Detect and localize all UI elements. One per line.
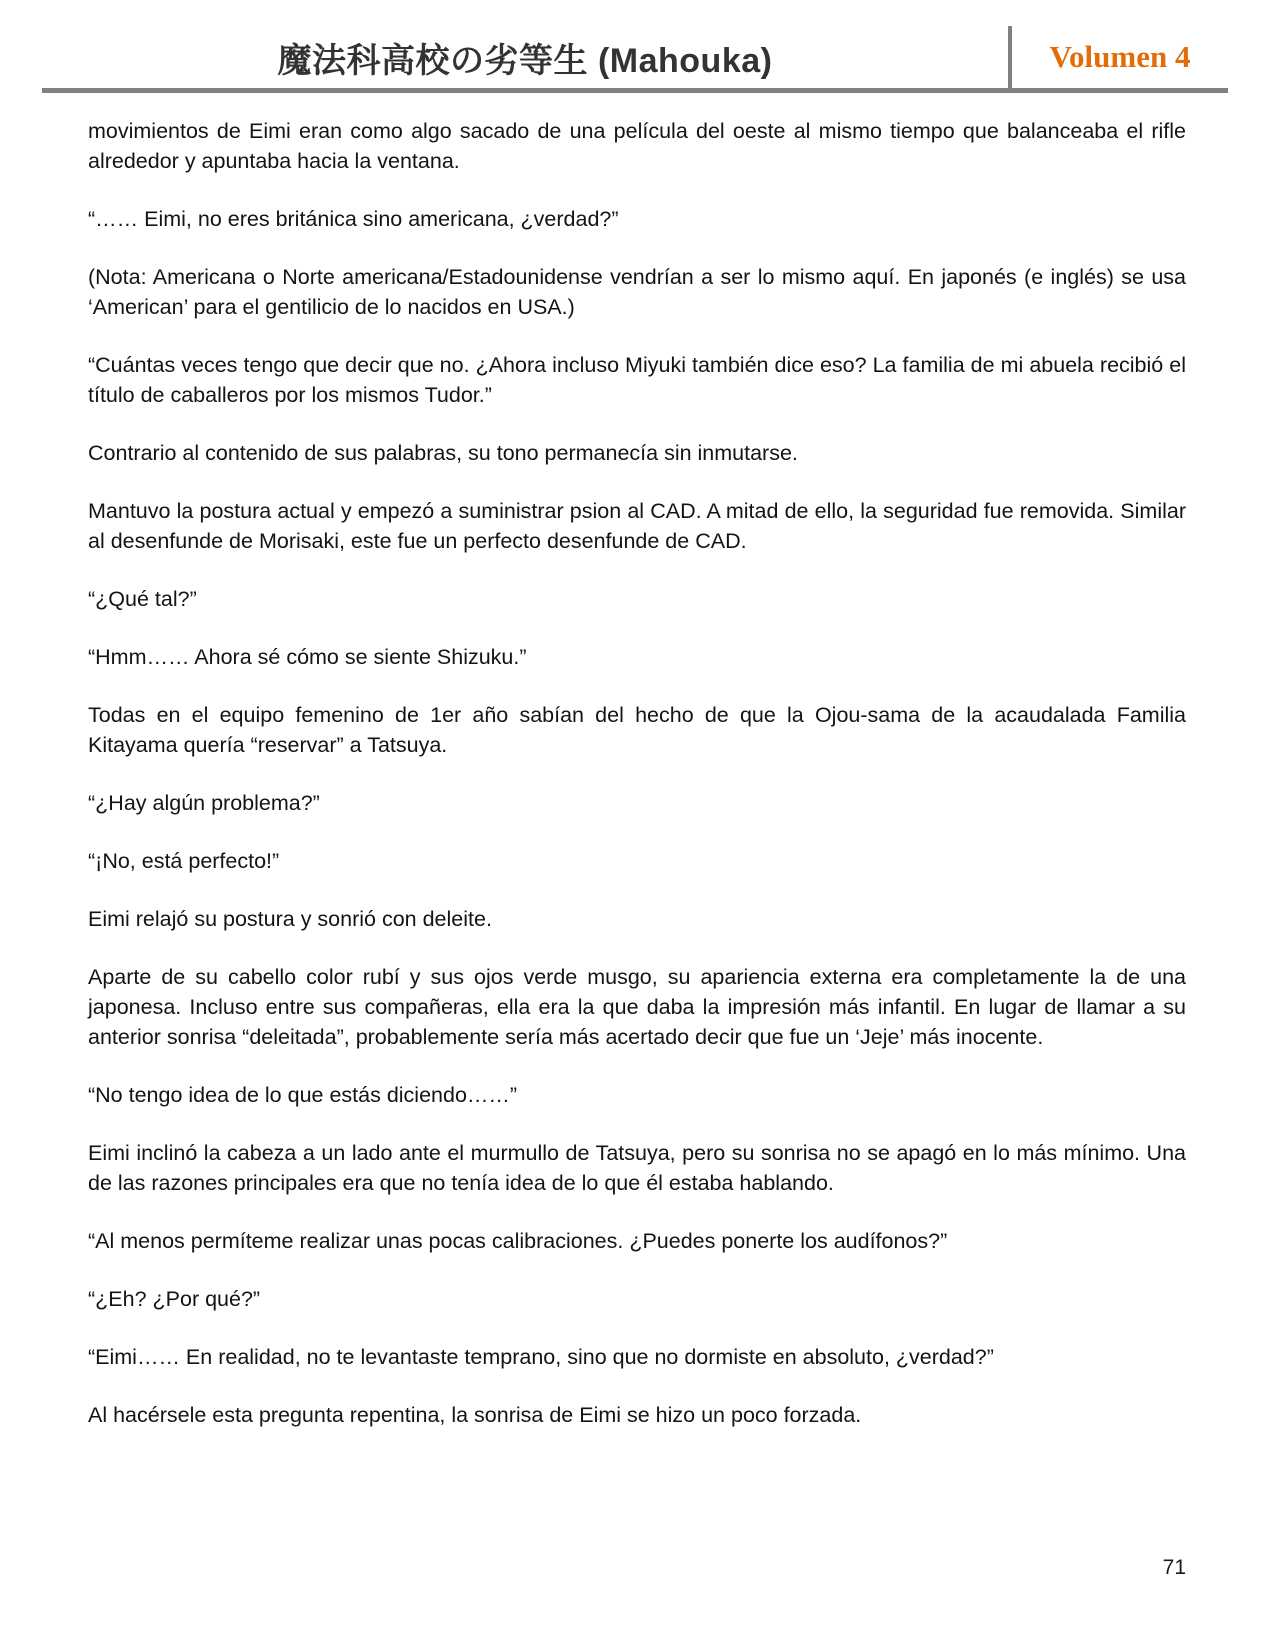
page-footer (88, 1556, 1186, 1580)
header-volume-area (1012, 39, 1228, 75)
paragraph: Mantuvo la postura actual y empezó a suministrar psion al CAD. A mitad de ello, la seguridad fue removida. Similar al desenfunde de Morisaki, este fue un perfecto desenfunde de CAD. (88, 499, 1186, 553)
paragraph: “…… Eimi, no eres británica sino americana, ¿verdad?” (88, 207, 619, 231)
paragraph: “No tengo idea de lo que estás diciendo……” (88, 1083, 518, 1107)
paragraph: Eimi relajó su postura y sonrió con deleite. (88, 907, 492, 931)
paragraph: “¿Qué tal?” (88, 587, 197, 611)
header-title-area (42, 33, 1008, 82)
page-title: 魔法科高校の劣等生 (Mahouka) (277, 41, 773, 80)
paragraph: Contrario al contenido de sus palabras, su tono permanecía sin inmutarse. (88, 441, 798, 465)
paragraph: “¡No, está perfecto!” (88, 849, 280, 873)
paragraph: “Hmm…… Ahora sé cómo se siente Shizuku.” (88, 645, 527, 669)
paragraph: “Al menos permíteme realizar unas pocas calibraciones. ¿Puedes ponerte los audífonos?” (88, 1229, 948, 1253)
paragraph: Aparte de su cabello color rubí y sus ojos verde musgo, su apariencia externa era completamente la de una japonesa. Incluso entre sus compañeras, ella era la que daba la impresión más infantil. En lugar de llamar a su anterior sonrisa “deleitada”, probablemente sería más acertado decir que fue un ‘Jeje’ más inocente. (88, 965, 1186, 1049)
header-rule (42, 88, 1228, 93)
paragraph: (Nota: Americana o Norte americana/Estadounidense vendrían a ser lo mismo aquí. En japonés (e inglés) se usa ‘American’ para el gentilicio de lo nacidos en USA.) (88, 265, 1186, 319)
paragraph: movimientos de Eimi eran como algo sacado de una película del oeste al mismo tiempo que balanceaba el rifle alrededor y apuntaba hacia la ventana. (88, 119, 1186, 173)
paragraph: “Cuántas veces tengo que decir que no. ¿Ahora incluso Miyuki también dice eso? La familia de mi abuela recibió el título de caballeros por los mismos Tudor.” (88, 353, 1186, 407)
volume-label: Volumen 4 (1049, 39, 1191, 74)
paragraph: Al hacérsele esta pregunta repentina, la sonrisa de Eimi se hizo un poco forzada. (88, 1403, 862, 1427)
page-header (42, 26, 1228, 88)
paragraph: “¿Hay algún problema?” (88, 791, 320, 815)
page-number: 71 (1162, 1556, 1186, 1579)
paragraph: Todas en el equipo femenino de 1er año sabían del hecho de que la Ojou-sama de la acaudalada Familia Kitayama quería “reservar” a Tatsuya. (88, 703, 1186, 757)
paragraph: Eimi inclinó la cabeza a un lado ante el murmullo de Tatsuya, pero su sonrisa no se apagó en lo más mínimo. Una de las razones principales era que no tenía idea de lo que él estaba hablando. (88, 1141, 1186, 1195)
paragraph: “Eimi…… En realidad, no te levantaste temprano, sino que no dormiste en absoluto, ¿verdad?” (88, 1345, 994, 1369)
paragraph: “¿Eh? ¿Por qué?” (88, 1287, 261, 1311)
document-body (88, 116, 1186, 1458)
